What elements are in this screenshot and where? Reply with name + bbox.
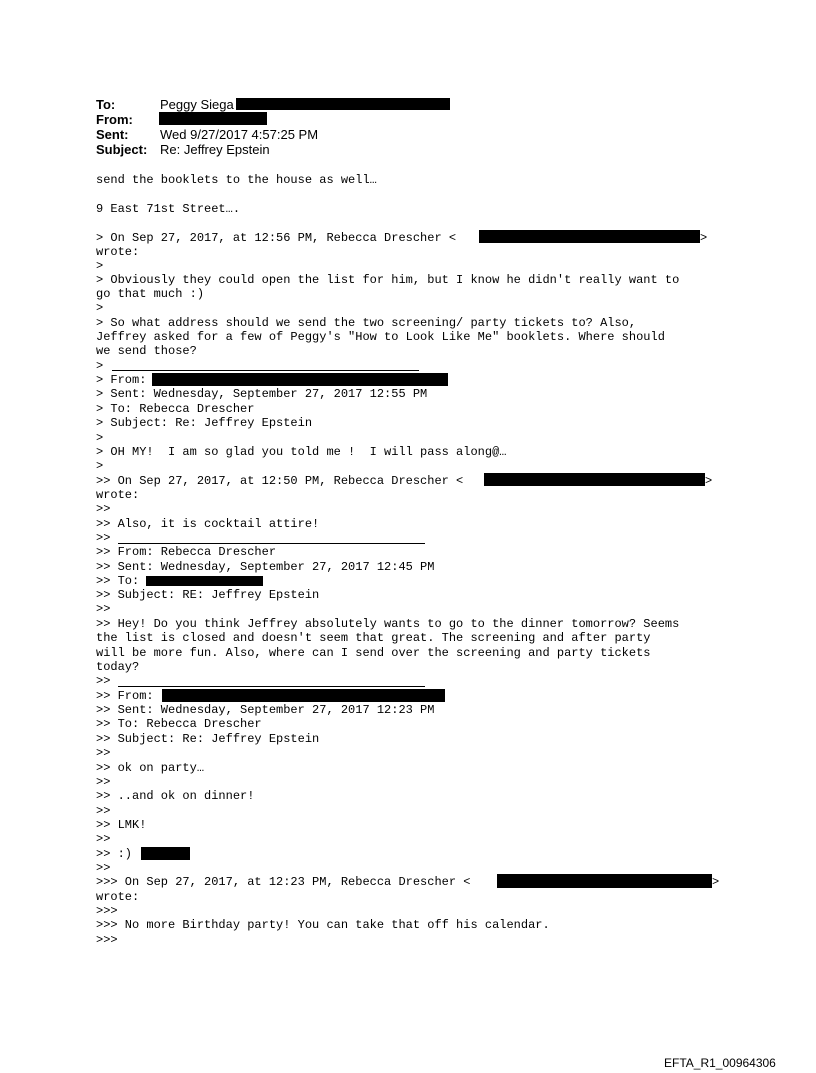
body-line: >> Subject: RE: Jeffrey Epstein <box>96 588 320 602</box>
subject-value: Re: Jeffrey Epstein <box>160 142 270 157</box>
body-line: wrote: <box>96 245 140 259</box>
bracket-mark: > <box>705 474 713 488</box>
body-line: >> To: Rebecca Drescher <box>96 717 262 731</box>
separator-rule <box>112 370 419 371</box>
body-line: > Sent: Wednesday, September 27, 2017 12:55 PM <box>96 387 428 401</box>
to-label: To: <box>96 97 116 112</box>
body-line: > <box>96 259 104 273</box>
redaction-email <box>484 473 705 486</box>
body-line: >> <box>96 502 111 516</box>
body-line: wrote: <box>96 890 140 904</box>
body-line: >> Subject: Re: Jeffrey Epstein <box>96 732 320 746</box>
sent-row <box>96 127 318 142</box>
body-line: >> <box>96 674 118 688</box>
to-value: Peggy Siega <box>160 97 234 112</box>
redaction-from <box>152 373 448 386</box>
body-line: the list is closed and doesn't seem that great. The screening and after party <box>96 631 651 645</box>
from-row <box>96 112 160 127</box>
body-line: >> Hey! Do you think Jeffrey absolutely wants to go to the dinner tomorrow? Seems <box>96 617 680 631</box>
body-line: >> <box>96 531 118 545</box>
separator-rule <box>118 543 425 544</box>
sent-label: Sent: <box>96 127 129 142</box>
body-line: > Obviously they could open the list for him, but I know he didn't really want to <box>96 273 680 287</box>
body-line: > <box>96 359 111 373</box>
body-line: go that much :) <box>96 287 205 301</box>
body-line: >> <box>96 746 111 760</box>
body-line: wrote: <box>96 488 140 502</box>
body-line: will be more fun. Also, where can I send over the screening and party tickets <box>96 646 651 660</box>
body-line: > OH MY! I am so glad you told me ! I will pass along@… <box>96 445 507 459</box>
bracket-mark: > <box>700 231 708 245</box>
body-line: send the booklets to the house as well… <box>96 173 377 187</box>
body-line: >> <box>96 602 111 616</box>
body-line: >> ..and ok on dinner! <box>96 789 255 803</box>
redaction-from <box>162 689 445 702</box>
body-line: >> <box>96 832 111 846</box>
body-line: >> Sent: Wednesday, September 27, 2017 12:45 PM <box>96 560 435 574</box>
body-line: > <box>96 301 104 315</box>
body-line: >> <box>96 861 111 875</box>
body-line: >>> <box>96 933 118 947</box>
redaction-to-email <box>236 98 450 110</box>
to-row <box>96 97 234 112</box>
body-line: 9 East 71st Street…. <box>96 202 241 216</box>
redaction-signature <box>141 847 190 860</box>
body-line: >>> <box>96 904 118 918</box>
from-label: From: <box>96 112 133 127</box>
subject-label: Subject: <box>96 142 148 157</box>
redaction-email <box>497 874 712 888</box>
sent-value: Wed 9/27/2017 4:57:25 PM <box>160 127 319 142</box>
body-line: >> From: <box>96 689 154 703</box>
body-line: we send those? <box>96 344 197 358</box>
body-line: >> ok on party… <box>96 761 205 775</box>
bracket-mark: > <box>712 875 720 889</box>
redaction-from <box>159 112 267 125</box>
body-line: >> Sent: Wednesday, September 27, 2017 12:23 PM <box>96 703 435 717</box>
document-id: EFTA_R1_00964306 <box>664 1056 776 1070</box>
subject-row <box>96 142 270 157</box>
redaction-to <box>146 576 263 586</box>
body-line: >> On Sep 27, 2017, at 12:50 PM, Rebecca Drescher < <box>96 474 464 488</box>
body-line: >> From: Rebecca Drescher <box>96 545 277 559</box>
body-line: > <box>96 459 104 473</box>
separator-rule <box>118 686 425 687</box>
redaction-email <box>479 230 700 243</box>
body-line: > On Sep 27, 2017, at 12:56 PM, Rebecca Drescher < <box>96 231 457 245</box>
body-line: > Subject: Re: Jeffrey Epstein <box>96 416 313 430</box>
body-line: >> <box>96 804 111 818</box>
body-line: > So what address should we send the two screening/ party tickets to? Also, <box>96 316 637 330</box>
body-line: Jeffrey asked for a few of Peggy's "How to Look Like Me" booklets. Where should <box>96 330 665 344</box>
body-line: today? <box>96 660 140 674</box>
body-line: > <box>96 431 104 445</box>
body-line: > From: <box>96 373 147 387</box>
body-line: >> :) <box>96 847 133 861</box>
body-line: >>> No more Birthday party! You can take that off his calendar. <box>96 918 550 932</box>
body-line: >> <box>96 775 111 789</box>
body-line: >> To: <box>96 574 140 588</box>
body-line: > To: Rebecca Drescher <box>96 402 255 416</box>
body-line: >> Also, it is cocktail attire! <box>96 517 320 531</box>
body-line: >>> On Sep 27, 2017, at 12:23 PM, Rebecca Drescher < <box>96 875 471 889</box>
body-line: >> LMK! <box>96 818 147 832</box>
